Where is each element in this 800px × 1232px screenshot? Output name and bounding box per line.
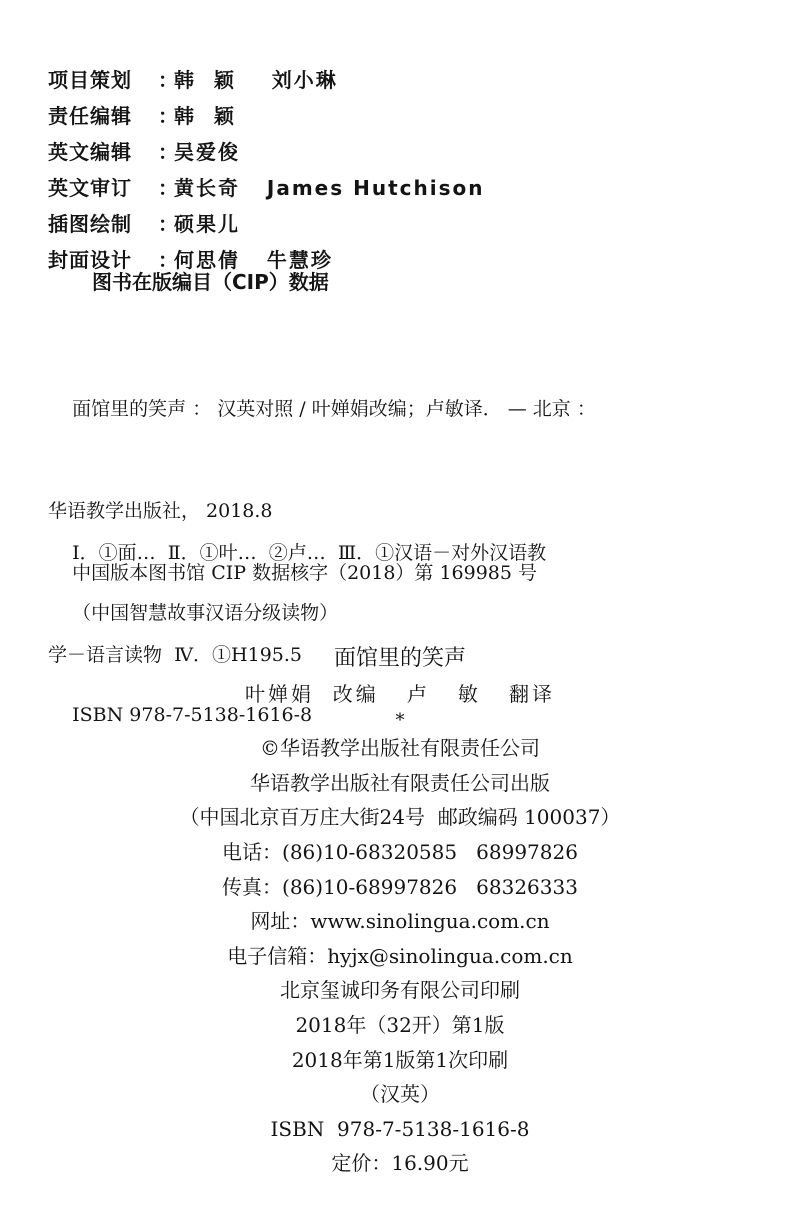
language: （汉英）: [360, 1082, 440, 1107]
cip-number: 中国版本图书馆 CIP 数据核字（2018）第 169985 号: [48, 562, 538, 584]
cip-line: Ⅰ．①面… Ⅱ．①叶… ②卢… Ⅲ．①汉语－对外汉语教: [48, 542, 547, 564]
book-title: 面馆里的笑声: [333, 646, 466, 671]
credit-label: 责任编辑: [48, 104, 132, 128]
credit-row-illustrator: [48, 208, 484, 244]
credit-value: 黄长奇 James Hutchison: [174, 176, 485, 200]
credit-row-project-planning: [48, 64, 484, 100]
cip-line: 面馆里的笑声 ： 汉英对照 / 叶婵娟改编；卢敏译． — 北京 ：: [48, 398, 596, 420]
book-authors: 叶婵娟 改编 卢 敏 翻译: [245, 681, 555, 706]
credit-value: 硕果儿: [174, 212, 240, 236]
credit-label: 封面设计: [48, 248, 132, 272]
isbn: ISBN 978-7-5138-1616-8: [270, 1116, 530, 1141]
credit-row-english-reviewer: [48, 172, 484, 208]
fax: 传真：(86)10-68997826 68326333: [222, 874, 578, 899]
separator-asterisk: *: [395, 710, 405, 732]
credit-colon: ：: [158, 140, 178, 164]
cip-line: 学－语言读物 Ⅳ．①H195.5: [48, 644, 303, 666]
credit-label: 项目策划: [48, 68, 132, 92]
edition: 2018年（32开）第1版: [295, 1012, 505, 1037]
credit-row-editor: [48, 100, 484, 136]
printer: 北京玺诚印务有限公司印刷: [280, 978, 520, 1003]
credit-label: 英文审订: [48, 176, 132, 200]
cip-line: （中国智慧故事汉语分级读物）: [48, 602, 339, 624]
phone: 电话：(86)10-68320585 68997826: [222, 839, 578, 864]
credits-list: [48, 64, 484, 280]
credit-label: 插图绘制: [48, 212, 132, 236]
publisher: 华语教学出版社有限责任公司出版: [250, 770, 550, 795]
cip-line: ISBN 978-7-5138-1616-8: [48, 704, 313, 726]
credit-label: 英文编辑: [48, 140, 132, 164]
cip-heading: 图书在版编目（CIP）数据: [92, 270, 329, 294]
cip-line: 华语教学出版社， 2018.8: [48, 500, 273, 522]
credit-colon: ：: [158, 212, 178, 236]
publisher-address: （中国北京百万庄大街24号 邮政编码 100037）: [179, 805, 621, 830]
website: 网址：www.sinolingua.com.cn: [250, 909, 550, 934]
price: 定价：16.90元: [331, 1151, 469, 1176]
credit-value: 韩 颖: [174, 104, 236, 128]
credit-value: 韩 颖 刘小琳: [174, 68, 338, 92]
credit-colon: ：: [158, 176, 178, 200]
credit-colon: ：: [158, 68, 178, 92]
credit-colon: ：: [158, 104, 178, 128]
credit-row-english-editor: [48, 136, 484, 172]
copyright-holder: ©华语教学出版社有限责任公司: [260, 736, 540, 761]
email: 电子信箱：hyjx@sinolingua.com.cn: [227, 943, 573, 968]
imprint-block: [0, 642, 800, 1181]
credit-value: 吴爱俊: [174, 140, 240, 164]
credit-colon: ：: [158, 248, 178, 272]
printing: 2018年第1版第1次印刷: [291, 1047, 509, 1072]
credit-value: 何思倩 牛慧珍: [174, 248, 333, 272]
